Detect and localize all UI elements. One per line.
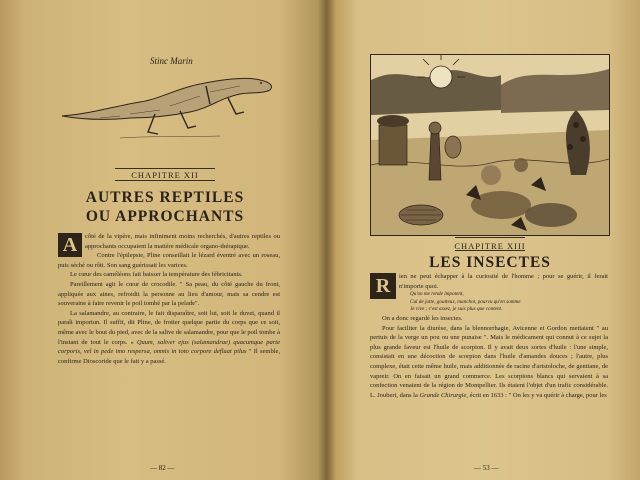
chapter-number: CHAPITRE XII	[131, 170, 199, 180]
chapter-rule-bottom	[455, 250, 525, 251]
page-number: — 53 —	[474, 464, 499, 472]
paragraph: On a donc regardé les insectes.	[382, 314, 463, 322]
verse-quote: Qu'on me rende impotent, Cul de jatte, goutteux, manchot, pourvu qu'en somme Je vive ; c'est assez, je suis plus que content.	[410, 291, 521, 313]
paragraph: Le cœur des caméléons fait baisser la température des fébricitants.	[70, 271, 243, 279]
dropcap: A	[58, 233, 82, 257]
chapter-rule-top	[115, 168, 215, 169]
illustration-caption: Stinc Marin	[150, 56, 193, 66]
lizard-illustration	[60, 66, 280, 141]
paragraph: Contre l'épilepsie, Pline conseillait le lézard éventré avec un roseau, puis séché ou rôti. Son sang guérissait les varices.	[58, 252, 280, 269]
chapter-rule-top	[455, 237, 525, 238]
left-body-text	[58, 232, 280, 366]
dropcap: R	[370, 273, 396, 299]
page-number: — 82 —	[150, 464, 175, 472]
paragraph: La salamandre, au contraire, le fait disparaître, soit lui, soit le duvet, quand il paraît importun. Il suffit, dit Pline, de frotter quelque partie du corps que ce soit, même avec le bout du pied, avec de la salive de salamandre, pour que le poil tombe à l'instant de tout le corps. « Quum, saliver ejus (salamandrae) quacumque parte corporis, vel in pede imo respersa, omnis in toto corpore defluat pilus " Il semble, confirme Dioscoride que le fait y a passé.	[58, 309, 281, 365]
paragraph: côté de la vipère, mais infiniment moins recherchés, d'autres reptiles ou approchants occupaient la matière médicale organo-thérapique.	[85, 233, 280, 250]
chapter-title-line1: AUTRES REPTILES	[85, 189, 245, 206]
chapter-title: LES INSECTES	[429, 254, 551, 271]
book-gutter	[318, 0, 336, 480]
chapter-title	[50, 188, 280, 226]
chapter-number: CHAPITRE XIII	[454, 241, 526, 251]
chapter-rule-bottom	[115, 180, 215, 181]
right-body-text	[370, 272, 608, 400]
paragraph: Pareillement agit le cœur de crocodile. " Sa peau, du côté gauche du front, appliquée aux aines, refroidit la personne au lieu d'amour, mais sa cendre est souveraine à faire revenir le poil tombé par la pelade".	[58, 280, 280, 308]
paragraph: ien ne peut échapper à la curiosité de l'homme ; pour se guérir, il ferait n'importe quoi.	[399, 273, 608, 290]
chapter-title-line2: OU APPROCHANTS	[85, 208, 245, 225]
latin-quote: Quum, saliver ejus (salamandrae) quacumque parte corporis, vel in pede imo respersa, omnis in toto corpore defluat pilus	[58, 338, 281, 356]
book-title: Grande Chirurgie	[419, 391, 467, 399]
insects-engraving	[370, 54, 610, 236]
paragraph: Pour faciliter la diurèse, dans la blennorrhagie, Avicenne et Gordon mettaient " au pertuis de la verge un pou ou une punaise ". Mais le médicament qui connut à ce sujet la plus grande faveur est l'huile de scorpion. Il y avait deux sortes d'huile : l'une simple, consistait en une décoction de scorpion dans l'huile d'amandes douces ; l'autre, plus complexe, était cette même huile, mais additionnée de racine d'aristoloche, de gentiane, de vapreir. On en faisait un grand commerce. Les scorpions blancs qui servaient à sa confection venaient de la région de Montpellier. Ils étaient l'objet d'un trafic considérable. L. Joubert, dans la Grande Chirurgie, écrit en 1633 : " On les y va quérir à charge, pour les	[370, 324, 608, 399]
